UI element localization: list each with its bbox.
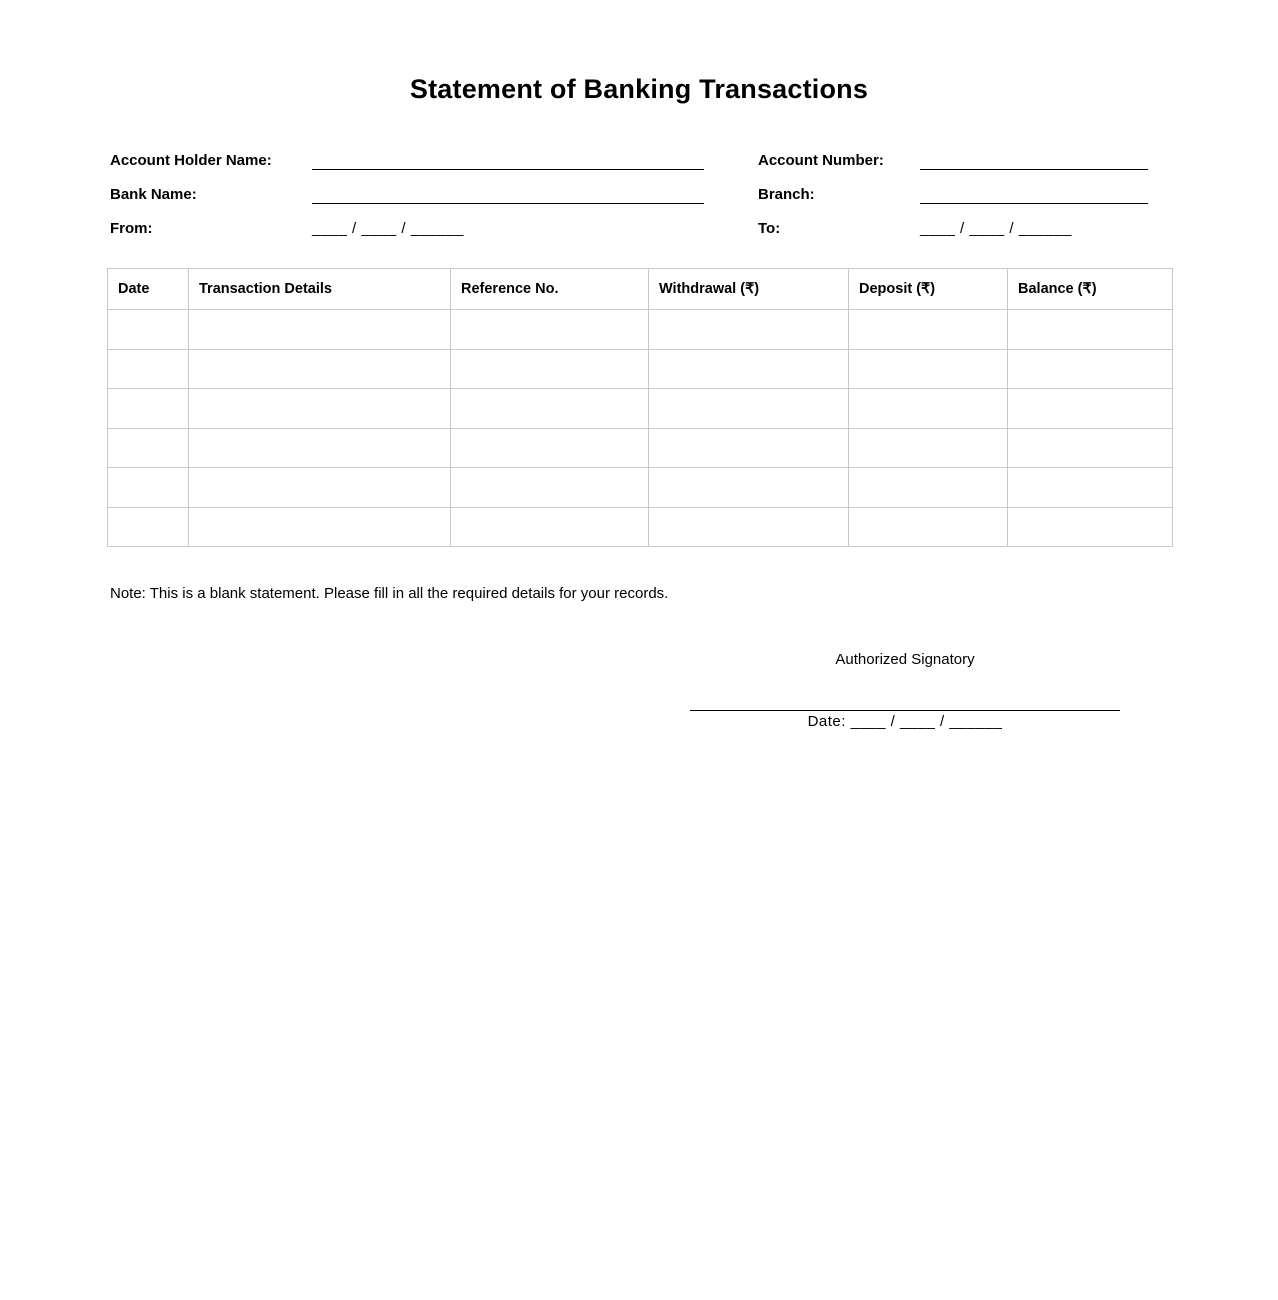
cell-date[interactable] [108,310,189,350]
column-header-withdrawal: Withdrawal (₹) [649,269,849,310]
cell-deposit[interactable] [849,468,1008,508]
cell-balance[interactable] [1008,310,1173,350]
cell-reference-no[interactable] [451,389,649,429]
bank-name-label: Bank Name: [110,186,197,203]
bank-name-input[interactable] [312,188,704,204]
authorized-signatory-label: Authorized Signatory [835,651,975,668]
cell-withdrawal[interactable] [649,507,849,547]
cell-reference-no[interactable] [451,310,649,350]
account-holder-name-label: Account Holder Name: [110,152,272,169]
cell-date[interactable] [108,428,189,468]
branch-label: Branch: [758,186,815,203]
cell-deposit[interactable] [849,507,1008,547]
cell-withdrawal[interactable] [649,389,849,429]
cell-balance[interactable] [1008,507,1173,547]
field-branch [758,186,1172,204]
to-date-input[interactable]: ____ / ____ / ______ [920,220,1072,237]
transactions-table [107,268,1173,547]
column-header-deposit: Deposit (₹) [849,269,1008,310]
cell-withdrawal[interactable] [649,428,849,468]
column-header-date: Date [108,269,189,310]
column-header-transaction-details: Transaction Details [189,269,451,310]
branch-input[interactable] [920,188,1148,204]
cell-date[interactable] [108,349,189,389]
field-account-holder-name [110,152,758,170]
cell-withdrawal[interactable] [649,310,849,350]
cell-deposit[interactable] [849,310,1008,350]
table-row [108,507,1173,547]
table-header [108,269,1173,310]
to-label: To: [758,220,781,237]
cell-balance[interactable] [1008,389,1173,429]
column-header-reference-no: Reference No. [451,269,649,310]
cell-reference-no[interactable] [451,468,649,508]
signature-date-input[interactable]: Date: ____ / ____ / ______ [807,713,1003,730]
cell-transaction-details[interactable] [189,507,451,547]
account-number-label: Account Number: [758,152,884,169]
table-row [108,468,1173,508]
field-row-name-account [110,136,1172,170]
cell-withdrawal[interactable] [649,468,849,508]
signature-line[interactable] [690,710,1120,711]
cell-deposit[interactable] [849,389,1008,429]
cell-transaction-details[interactable] [189,428,451,468]
cell-date[interactable] [108,468,189,508]
field-row-from-to [110,204,1172,238]
cell-deposit[interactable] [849,349,1008,389]
account-number-input[interactable] [920,154,1148,170]
cell-reference-no[interactable] [451,507,649,547]
transactions-table-container [107,268,1172,547]
cell-balance[interactable] [1008,428,1173,468]
table-row [108,428,1173,468]
field-to-date [758,220,1172,238]
header-fields [110,136,1172,238]
from-date-input[interactable]: ____ / ____ / ______ [312,220,464,237]
field-account-number [758,152,1172,170]
page-title: Statement of Banking Transactions [409,74,869,104]
cell-reference-no[interactable] [451,428,649,468]
signature-block [690,650,1120,731]
cell-withdrawal[interactable] [649,349,849,389]
cell-balance[interactable] [1008,468,1173,508]
cell-deposit[interactable] [849,428,1008,468]
column-header-balance: Balance (₹) [1008,269,1173,310]
cell-date[interactable] [108,389,189,429]
account-holder-name-input[interactable] [312,154,704,170]
table-body [108,310,1173,547]
cell-transaction-details[interactable] [189,468,451,508]
field-row-bank-branch [110,170,1172,204]
field-from-date [110,220,758,238]
cell-transaction-details[interactable] [189,310,451,350]
cell-transaction-details[interactable] [189,389,451,429]
from-label: From: [110,220,153,237]
cell-reference-no[interactable] [451,349,649,389]
table-row [108,310,1173,350]
cell-transaction-details[interactable] [189,349,451,389]
field-bank-name [110,186,758,204]
table-header-row [108,269,1173,310]
cell-date[interactable] [108,507,189,547]
statement-note: Note: This is a blank statement. Please fill in all the required details for your records. [110,585,669,602]
cell-balance[interactable] [1008,349,1173,389]
table-row [108,389,1173,429]
table-row [108,349,1173,389]
